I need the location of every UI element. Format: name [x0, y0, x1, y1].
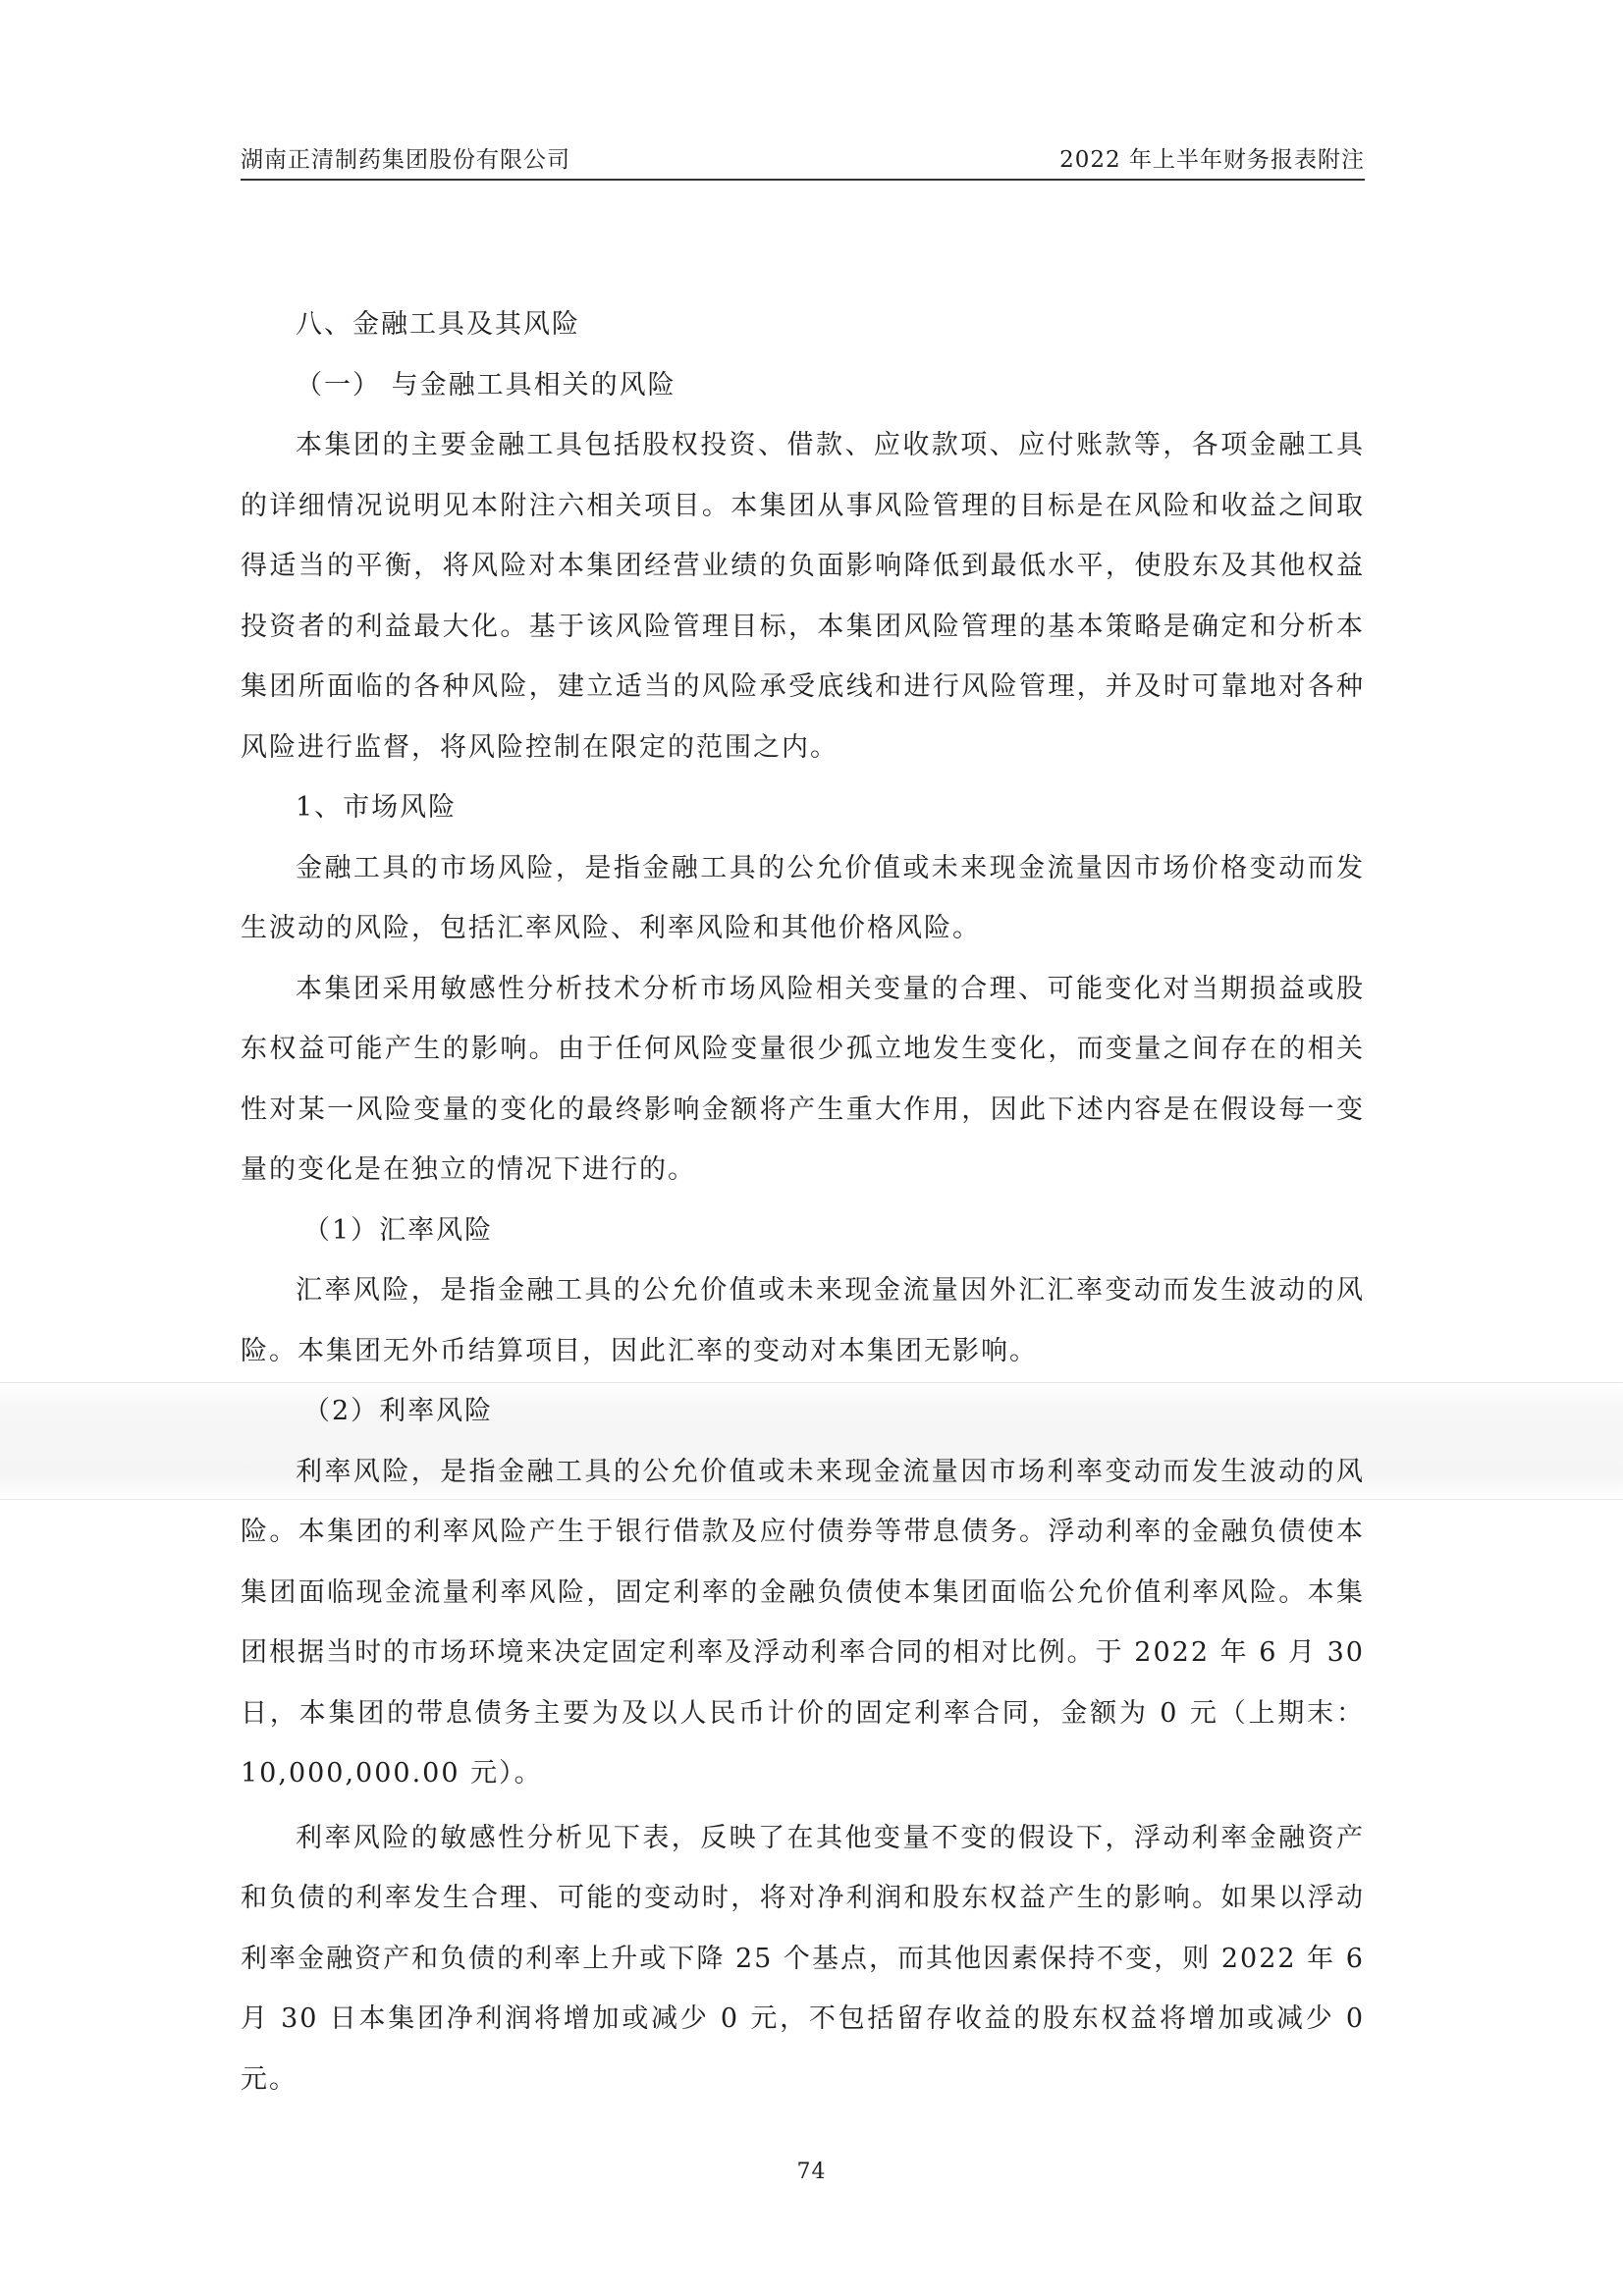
- market-risk-title: 1、市场风险: [296, 792, 458, 823]
- subsection-title: （一） 与金融工具相关的风险: [296, 369, 676, 400]
- header-report-title: 2022 年上半年财务报表附注: [1059, 147, 1365, 173]
- market-risk-paragraph-2: 本集团采用敏感性分析技术分析市场风险相关变量的合理、可能变化对当期损益或股东权益可能产生的影响。由于任何风险变量很少孤立地发生变化，而变量之间存在的相关性对某一风险变量的变化的最终影响金额将产生重大作用，因此下述内容是在假设每一变量的变化是在独立的情况下进行的。: [241, 973, 1365, 1185]
- intro-paragraph: 本集团的主要金融工具包括股权投资、借款、应收款项、应付账款等，各项金融工具的详细情况说明见本附注六相关项目。本集团从事风险管理的目标是在风险和收益之间取得适当的平衡，将风险对本集团经营业绩的负面影响降低到最低水平，使股东及其他权益投资者的利益最大化。基于该风险管理目标，本集团风险管理的基本策略是确定和分析本集团所面临的各种风险，建立适当的风险承受底线和进行风险管理，并及时可靠地对各种风险进行监督，将风险控制在限定的范围之内。: [241, 430, 1365, 763]
- page-content: [241, 294, 1365, 2109]
- section-title: 八、金融工具及其风险: [296, 309, 580, 340]
- page-number: 74: [796, 2160, 827, 2184]
- market-risk-paragraph-1: 金融工具的市场风险，是指金融工具的公允价值或未来现金流量因市场价格变动而发生波动的风险，包括汇率风险、利率风险和其他价格风险。: [241, 852, 1365, 943]
- header-company-name: 湖南正清制药集团股份有限公司: [241, 147, 570, 173]
- fx-risk-paragraph: 汇率风险，是指金融工具的公允价值或未来现金流量因外汇汇率变动而发生波动的风险。本集团无外币结算项目，因此汇率的变动对本集团无影响。: [241, 1275, 1365, 1366]
- page-header: [241, 135, 1365, 181]
- interest-rate-risk-title: （2）利率风险: [303, 1396, 494, 1426]
- interest-rate-risk-paragraph-1: 利率风险，是指金融工具的公允价值或未来现金流量因市场利率变动而发生波动的风险。本集团的利率风险产生于银行借款及应付债券等带息债务。浮动利率的金融负债使本集团面临现金流量利率风险，固定利率的金融负债使本集团面临公允价值利率风险。本集团根据当时的市场环境来决定固定利率及浮动利率合同的相对比例。于 2022 年 6 月 30 日，本集团的带息债务主要为及以人民币计价的固定利率合同，金额为 0 元（上期末：10,000,000.00 元）。: [241, 1456, 1365, 1789]
- interest-rate-risk-paragraph-2: 利率风险的敏感性分析见下表，反映了在其他变量不变的假设下，浮动利率金融资产和负债的利率发生合理、可能的变动时，将对净利润和股东权益产生的影响。如果以浮动利率金融资产和负债的利率上升或下降 25 个基点，而其他因素保持不变，则 2022 年 6 月 30 日本集团净利润将增加或减少 0 元，不包括留存收益的股东权益将增加或减少 0 元。: [241, 1822, 1365, 2095]
- fx-risk-title: （1）汇率风险: [303, 1214, 494, 1246]
